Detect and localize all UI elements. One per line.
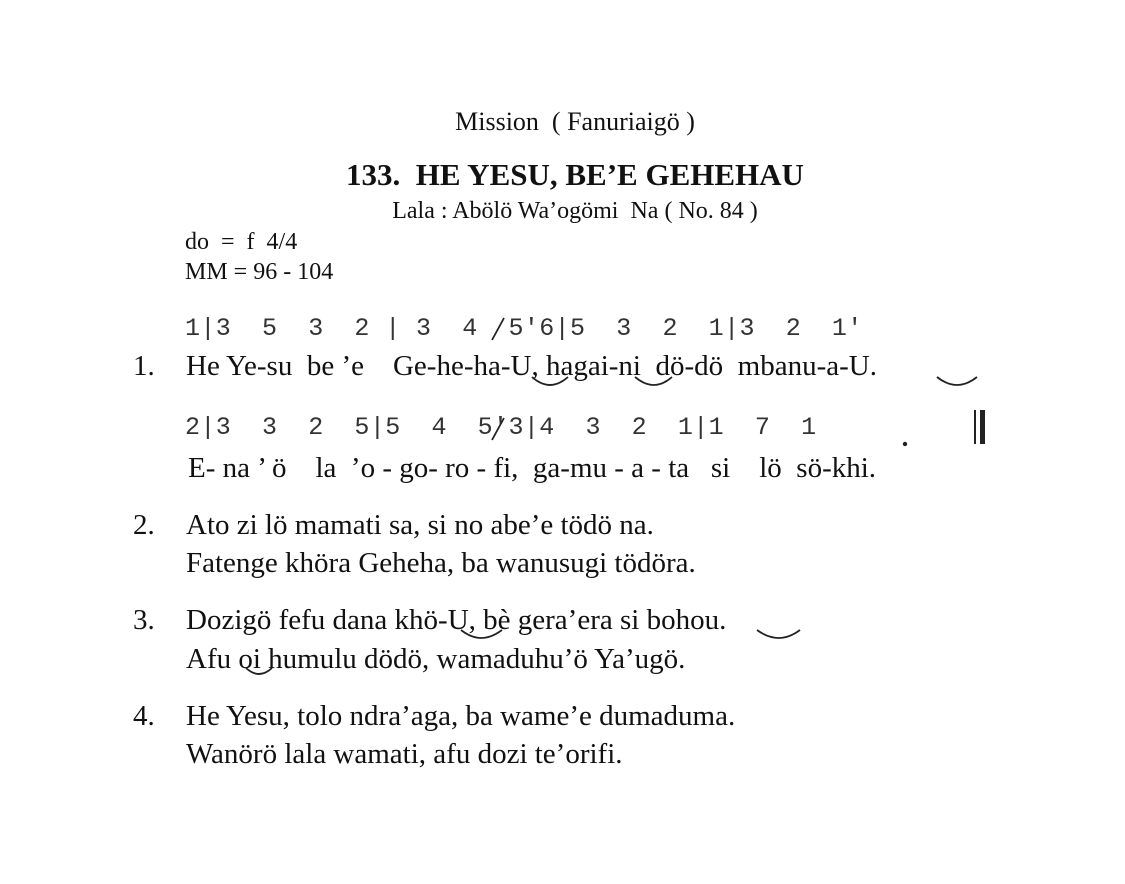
verse-4-line-1: He Yesu, tolo ndra’aga, ba wame’e dumaduma. — [186, 700, 736, 732]
verse-number: 2. — [133, 509, 155, 541]
verse-3-line-2: Afu oi humulu dödö, wamaduhu’ö Ya’ugö. — [186, 643, 686, 675]
verse-2-line-1: Ato zi lö mamati sa, si no abe’e tödö na. — [186, 509, 654, 541]
verse-1-line-2: E- na ’ ö la ’o - go- ro - fi, ga-mu - a - ta si lö sö-khi. — [188, 452, 877, 484]
verse-number: 1. — [133, 350, 155, 382]
tempo-marking: MM = 96 - 104 — [185, 259, 334, 285]
hymn-title: 133. HE YESU, BE’E GEHEHAU — [346, 157, 804, 192]
verse-number: 4. — [133, 700, 155, 732]
verse-3-line-1: Dozigö fefu dana khö-U, bè gera’era si bohou. — [186, 604, 727, 636]
verse-number: 3. — [133, 604, 155, 636]
hymn-category: Mission ( Fanuriaigö ) — [455, 107, 695, 136]
octave-dot-mark — [903, 442, 907, 446]
slur-mark — [757, 630, 800, 638]
verse-4-line-2: Wanörö lala wamati, afu dozi te’orifi. — [186, 738, 623, 770]
notation-line-1: 1|3 5 3 2 | 3 4 5'6|5 3 2 1|3 2 1' — [185, 314, 863, 343]
notation-line-2: 2|3 3 2 5|5 4 5'3|4 3 2 1|1 7 1 — [185, 413, 817, 442]
final-barline-thin — [974, 410, 976, 444]
verse-1-line-1: He Ye-su be ’e Ge-he-ha-U, hagai-ni dö-dö mbanu-a-U. — [186, 350, 877, 382]
tune-reference: Lala : Abölö Wa’ogömi Na ( No. 84 ) — [392, 198, 758, 224]
slur-mark — [937, 377, 977, 385]
verse-2-line-2: Fatenge khöra Geheha, ba wanusugi tödöra. — [186, 547, 696, 579]
key-signature: do = f 4/4 — [185, 229, 298, 255]
final-barline-thick — [980, 410, 985, 444]
